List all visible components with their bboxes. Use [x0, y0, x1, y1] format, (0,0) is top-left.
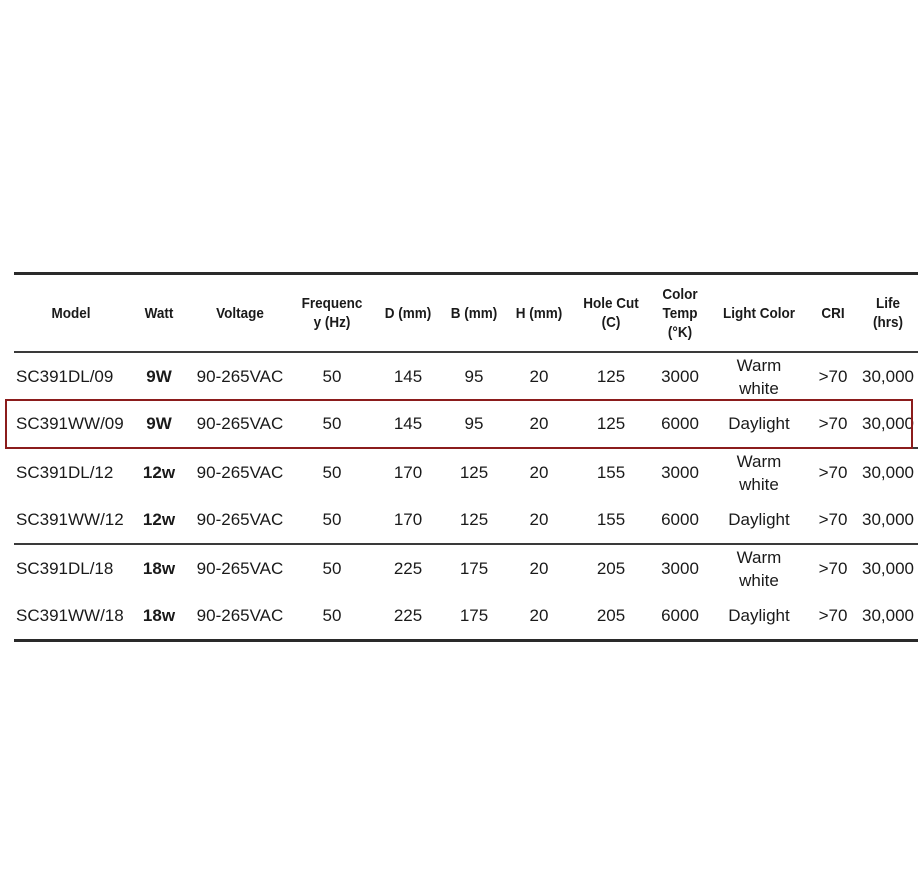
cell-h: 20	[529, 367, 549, 386]
header-light-color	[715, 274, 803, 353]
cell-cri: >70	[808, 400, 858, 448]
cell-hole-cut: 125	[596, 367, 626, 386]
header-text: y (Hz)	[313, 314, 351, 331]
header-text: Voltage	[216, 304, 264, 322]
cell-cri: >70	[808, 496, 858, 544]
cell-model: SC391DL/18	[16, 559, 114, 578]
cell-d: 225	[393, 559, 423, 578]
table-row	[14, 448, 918, 496]
header-b	[445, 274, 503, 353]
header-text: Watt	[144, 304, 174, 322]
header-h	[509, 274, 568, 353]
cell-voltage: 90-265VAC	[190, 400, 290, 448]
cell-hole-cut: 155	[572, 496, 650, 544]
cell-model: SC391DL/12	[16, 463, 114, 482]
cell-hole-cut: 205	[596, 606, 626, 625]
header-cri	[811, 274, 856, 353]
cell-color-temp: 3000	[661, 367, 699, 386]
cell-b: 95	[442, 400, 506, 448]
cell-watt: 9W	[128, 400, 190, 448]
cell-frequency: 50	[290, 400, 374, 448]
table-row	[14, 400, 918, 448]
cell-b: 95	[464, 367, 484, 386]
header-hole-cut	[576, 274, 646, 353]
light-color-text: white	[739, 474, 779, 494]
cell-b: 175	[459, 606, 489, 625]
light-color-text: white	[739, 570, 779, 590]
cell-watt: 12w	[142, 463, 176, 482]
cell-color-temp: 3000	[661, 559, 699, 578]
cell-light-color	[710, 352, 808, 400]
header-text: Light Color	[723, 304, 795, 322]
cell-b: 125	[459, 463, 489, 482]
header-life	[861, 274, 915, 353]
table-row	[14, 592, 918, 641]
cell-b: 125	[442, 496, 506, 544]
cell-voltage: 90-265VAC	[196, 559, 284, 578]
cell-h: 20	[529, 463, 549, 482]
cell-life: 30,000	[858, 400, 918, 448]
cell-voltage: 90-265VAC	[196, 606, 284, 625]
cell-d: 145	[374, 400, 442, 448]
header-text: Temp	[662, 304, 698, 322]
cell-cri: >70	[818, 559, 848, 578]
cell-color-temp: 6000	[650, 400, 710, 448]
cell-h: 20	[529, 559, 549, 578]
cell-d: 145	[393, 367, 423, 386]
cell-hole-cut: 205	[596, 559, 626, 578]
cell-frequency: 50	[322, 606, 342, 625]
header-text: Life (hrs)	[872, 295, 904, 331]
cell-voltage: 90-265VAC	[190, 496, 290, 544]
cell-watt: 18w	[142, 559, 176, 578]
cell-h: 20	[506, 400, 572, 448]
light-color-text: white	[739, 378, 779, 398]
light-color-text: Daylight	[728, 414, 790, 433]
cell-light-color	[710, 496, 808, 544]
cell-life: 30,000	[862, 367, 914, 386]
header-text: Color	[662, 285, 698, 303]
cell-d: 225	[393, 606, 423, 625]
cell-model: SC391WW/18	[16, 606, 124, 625]
cell-cri: >70	[818, 463, 848, 482]
cell-color-temp: 6000	[661, 606, 699, 625]
cell-d: 170	[374, 496, 442, 544]
cell-cri: >70	[818, 367, 848, 386]
table-row	[14, 544, 918, 592]
cell-watt: 9W	[146, 367, 172, 386]
header-text: Frequenc	[301, 295, 363, 312]
cell-life: 30,000	[858, 496, 918, 544]
cell-color-temp: 6000	[650, 496, 710, 544]
cell-light-color	[710, 448, 808, 496]
cell-model: SC391WW/12	[14, 496, 128, 544]
header-text: (°K)	[667, 323, 693, 341]
cell-d: 170	[393, 463, 423, 482]
light-color-text: Daylight	[728, 510, 790, 529]
header-text: (C)	[601, 314, 621, 331]
cell-watt: 12w	[128, 496, 190, 544]
header-text: Hole Cut	[583, 295, 639, 312]
cell-hole-cut: 155	[596, 463, 626, 482]
table-row	[14, 352, 918, 400]
light-color-text: Daylight	[728, 606, 790, 625]
cell-model: SC391DL/09	[16, 367, 114, 386]
table-row	[14, 496, 918, 544]
cell-frequency: 50	[322, 367, 342, 386]
header-text: B (mm)	[450, 304, 498, 322]
header-row	[14, 274, 918, 353]
spec-table	[14, 272, 918, 642]
cell-frequency: 50	[322, 559, 342, 578]
cell-h: 20	[506, 496, 572, 544]
header-text: D (mm)	[384, 304, 432, 322]
cell-frequency: 50	[290, 496, 374, 544]
cell-cri: >70	[818, 606, 848, 625]
cell-light-color	[710, 400, 808, 448]
cell-color-temp: 3000	[661, 463, 699, 482]
header-text: Model	[51, 304, 91, 322]
cell-h: 20	[529, 606, 549, 625]
cell-light-color	[710, 544, 808, 592]
header-watt	[131, 274, 187, 353]
cell-hole-cut: 125	[572, 400, 650, 448]
cell-voltage: 90-265VAC	[196, 463, 284, 482]
cell-light-color	[710, 592, 808, 641]
cell-life: 30,000	[862, 463, 914, 482]
cell-b: 175	[459, 559, 489, 578]
header-text: CRI	[821, 304, 845, 322]
header-d	[377, 274, 438, 353]
table-body	[14, 352, 918, 641]
cell-life: 30,000	[862, 559, 914, 578]
cell-life: 30,000	[862, 606, 914, 625]
cell-watt: 18w	[142, 606, 176, 625]
light-color-text: Warm	[736, 451, 782, 471]
header-model	[20, 274, 123, 353]
light-color-text: Warm	[736, 547, 782, 567]
cell-voltage: 90-265VAC	[196, 367, 284, 386]
header-text: H (mm)	[515, 304, 563, 322]
header-frequency	[294, 274, 370, 353]
header-color-temp	[653, 274, 707, 353]
cell-frequency: 50	[322, 463, 342, 482]
header-voltage	[195, 274, 285, 353]
cell-model: SC391WW/09	[14, 400, 128, 448]
light-color-text: Warm	[736, 355, 782, 375]
